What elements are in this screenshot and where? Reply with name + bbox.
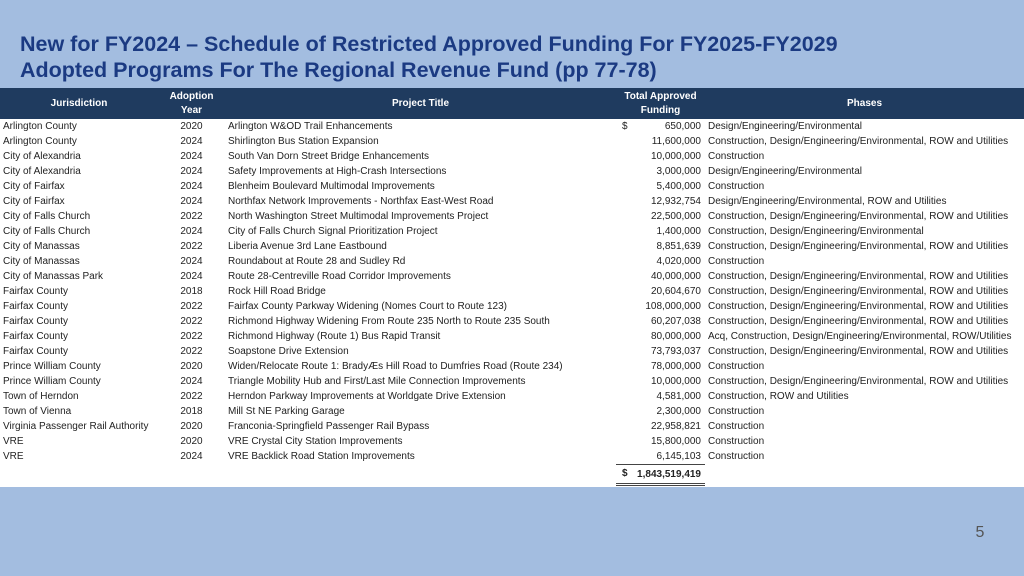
funding-cell [616,269,705,284]
header-adoption-year: Adoption Year [158,88,225,119]
funding-cell [616,149,705,164]
funding-cell [616,179,705,194]
funding-value: 2,300,000 [656,406,701,417]
funding-cell [616,299,705,314]
table-row [0,254,1024,269]
adoption-year-cell: 2022 [180,346,203,357]
funding-value: 12,932,754 [650,196,701,207]
project-title-cell: Widen/Relocate Route 1: BradyÆs Hill Road to Dumfries Road (Route 234) [228,361,563,372]
jurisdiction-cell: City of Manassas [3,256,80,267]
adoption-year-cell: 2020 [180,361,203,372]
funding-value: 20,604,670 [650,286,701,297]
total-spacer-cell [225,465,616,485]
adoption-year-cell: 2024 [180,226,203,237]
adoption-year-cell: 2022 [180,391,203,402]
jurisdiction-cell: VRE [3,436,24,447]
project-title-cell: Liberia Avenue 3rd Lane Eastbound [228,241,387,252]
slide-title [20,31,980,83]
jurisdiction-cell: Fairfax County [3,301,69,312]
adoption-year-cell: 2024 [180,271,203,282]
phases-cell: Construction [708,406,765,417]
jurisdiction-cell: Fairfax County [3,346,69,357]
adoption-year-cell: 2024 [180,166,203,177]
phases-cell: Construction, Design/Engineering/Environmental, ROW and Utilities [708,346,1009,357]
table-row [0,344,1024,359]
phases-cell: Construction [708,436,765,447]
header-phases: Phases [705,88,1024,119]
adoption-year-cell: 2022 [180,211,203,222]
funding-value: 22,500,000 [650,211,701,222]
table-row [0,269,1024,284]
adoption-year-cell: 2024 [180,151,203,162]
funding-value: 650,000 [664,121,701,132]
table-row [0,209,1024,224]
funding-value: 6,145,103 [656,451,701,462]
project-title-cell: Franconia-Springfield Passenger Rail Bypass [228,421,430,432]
phases-cell: Acq, Construction, Design/Engineering/Environmental, ROW/Utilities [708,331,1012,342]
funding-cell [616,164,705,179]
funding-cell [616,359,705,374]
jurisdiction-cell: City of Manassas Park [3,271,104,282]
jurisdiction-cell: City of Alexandria [3,151,81,162]
phases-cell: Construction [708,151,765,162]
table-row [0,224,1024,239]
funding-value: 60,207,038 [650,316,701,327]
table-row [0,449,1024,465]
funding-cell [616,329,705,344]
table-row [0,299,1024,314]
phases-cell: Construction, Design/Engineering/Environmental, ROW and Utilities [708,271,1009,282]
total-spacer-cell [705,465,1024,485]
funding-table [0,88,1024,486]
jurisdiction-cell: Fairfax County [3,286,69,297]
funding-value: 73,793,037 [650,346,701,357]
phases-cell: Construction [708,451,765,463]
funding-value: 10,000,000 [650,151,701,162]
phases-cell: Construction [708,361,765,372]
jurisdiction-cell: City of Falls Church [3,226,91,237]
adoption-year-cell: 2018 [180,406,203,417]
funding-cell [616,449,705,465]
project-title-cell: Arlington W&OD Trail Enhancements [228,121,393,132]
jurisdiction-cell: Fairfax County [3,316,69,327]
funding-cell [616,239,705,254]
total-currency-symbol: $ [622,468,628,479]
phases-cell: Design/Engineering/Environmental, ROW and Utilities [708,196,947,207]
funding-cell [616,419,705,434]
phases-cell: Construction, Design/Engineering/Environmental, ROW and Utilities [708,241,1009,252]
project-title-cell: Mill St NE Parking Garage [228,406,345,417]
total-funding-value: 1,843,519,419 [637,468,701,480]
project-title-cell: Richmond Highway (Route 1) Bus Rapid Transit [228,331,441,342]
adoption-year-cell: 2024 [180,256,203,267]
project-title-cell: Triangle Mobility Hub and First/Last Mile Connection Improvements [228,376,526,387]
table-row [0,149,1024,164]
project-title-cell: Roundabout at Route 28 and Sudley Rd [228,256,406,267]
funding-value: 40,000,000 [650,271,701,282]
funding-cell [616,194,705,209]
phases-cell: Construction [708,256,765,267]
funding-value: 4,020,000 [656,256,701,267]
jurisdiction-cell: City of Alexandria [3,166,81,177]
phases-cell: Design/Engineering/Environmental [708,121,862,132]
table-row [0,284,1024,299]
project-title-cell: VRE Crystal City Station Improvements [228,436,403,447]
jurisdiction-cell: Virginia Passenger Rail Authority [3,421,149,432]
table-row [0,194,1024,209]
funding-value: 78,000,000 [650,361,701,372]
project-title-cell: Northfax Network Improvements - Northfax East-West Road [228,196,494,207]
phases-cell: Construction, Design/Engineering/Environmental, ROW and Utilities [708,301,1009,312]
adoption-year-cell: 2022 [180,241,203,252]
jurisdiction-cell: Arlington County [3,136,77,147]
funding-cell [616,119,705,134]
total-spacer-cell [158,465,225,485]
table-row [0,314,1024,329]
project-title-cell: Shirlington Bus Station Expansion [228,136,379,147]
jurisdiction-cell: Prince William County [3,376,101,387]
adoption-year-cell: 2022 [180,331,203,342]
phases-cell: Construction, Design/Engineering/Environmental, ROW and Utilities [708,286,1009,297]
funding-cell [616,224,705,239]
project-title-cell: Safety Improvements at High-Crash Intersections [228,166,447,177]
total-spacer-cell [0,465,158,485]
jurisdiction-cell: City of Manassas [3,241,80,252]
jurisdiction-cell: Town of Vienna [3,406,72,417]
phases-cell: Construction, Design/Engineering/Environmental, ROW and Utilities [708,211,1009,222]
jurisdiction-cell: City of Fairfax [3,196,65,207]
jurisdiction-cell: Town of Herndon [3,391,79,402]
slide-title-line-1: New for FY2024 – Schedule of Restricted Approved Funding For FY2025-FY2029 [20,32,838,56]
table-row [0,434,1024,449]
phases-cell: Design/Engineering/Environmental [708,166,862,177]
project-title-cell: VRE Backlick Road Station Improvements [228,451,415,463]
table-row [0,359,1024,374]
slide-title-line-2: Adopted Programs For The Regional Revenue Fund (pp 77-78) [20,58,657,82]
jurisdiction-cell: Prince William County [3,361,101,372]
jurisdiction-cell: Arlington County [3,121,77,132]
phases-cell: Construction, Design/Engineering/Environmental, ROW and Utilities [708,376,1009,387]
phases-cell: Construction, ROW and Utilities [708,391,849,402]
adoption-year-cell: 2022 [180,316,203,327]
table-row [0,134,1024,149]
phases-cell: Construction, Design/Engineering/Environmental, ROW and Utilities [708,316,1009,327]
table-row [0,119,1024,134]
table-row [0,164,1024,179]
project-title-cell: Richmond Highway Widening From Route 235 North to Route 235 South [228,316,550,327]
funding-value: 15,800,000 [650,436,701,447]
funding-cell [616,209,705,224]
funding-cell [616,404,705,419]
table-row [0,404,1024,419]
project-title-cell: Route 28-Centreville Road Corridor Improvements [228,271,451,282]
funding-table-sheet [0,88,1024,487]
page-number: 5 [975,524,985,541]
funding-value: 3,000,000 [656,166,701,177]
jurisdiction-cell: VRE [3,451,24,463]
table-row [0,389,1024,404]
jurisdiction-cell: Fairfax County [3,331,69,342]
table-row [0,239,1024,254]
funding-cell [616,284,705,299]
project-title-cell: North Washington Street Multimodal Improvements Project [228,211,489,222]
adoption-year-cell: 2024 [180,451,203,463]
funding-value: 5,400,000 [656,181,701,192]
phases-cell: Construction, Design/Engineering/Environmental [708,226,924,237]
table-row [0,374,1024,389]
adoption-year-cell: 2018 [180,286,203,297]
header-jurisdiction: Jurisdiction [0,88,158,119]
phases-cell: Construction [708,181,765,192]
project-title-cell: Rock Hill Road Bridge [228,286,326,297]
funding-value: 1,400,000 [656,226,701,237]
project-title-cell: Soapstone Drive Extension [228,346,349,357]
funding-value: 10,000,000 [650,376,701,387]
adoption-year-cell: 2020 [180,421,203,432]
phases-cell: Construction, Design/Engineering/Environmental, ROW and Utilities [708,136,1009,147]
funding-cell [616,134,705,149]
adoption-year-cell: 2022 [180,301,203,312]
total-row [0,465,1024,485]
table-row [0,419,1024,434]
funding-value: 11,600,000 [651,136,701,147]
funding-cell [616,434,705,449]
funding-value: 22,958,821 [650,421,701,432]
phases-cell: Construction [708,421,765,432]
project-title-cell: Herndon Parkway Improvements at Worldgate Drive Extension [228,391,506,402]
funding-cell [616,344,705,359]
table-body [0,119,1024,485]
jurisdiction-cell: City of Fairfax [3,181,65,192]
project-title-cell: Blenheim Boulevard Multimodal Improvements [228,181,435,192]
currency-symbol: $ [622,121,628,132]
funding-value: 80,000,000 [650,331,701,342]
adoption-year-cell: 2020 [180,121,203,132]
table-row [0,329,1024,344]
adoption-year-cell: 2024 [180,136,203,147]
adoption-year-cell: 2020 [180,436,203,447]
funding-cell [616,374,705,389]
adoption-year-cell: 2024 [180,376,203,387]
header-total-funding: Total Approved Funding [616,88,705,119]
project-title-cell: Fairfax County Parkway Widening (Nomes Court to Route 123) [228,301,508,312]
total-funding-cell [616,465,705,485]
funding-cell [616,254,705,269]
funding-value: 108,000,000 [645,301,701,312]
project-title-cell: South Van Dorn Street Bridge Enhancements [228,151,430,162]
funding-cell [616,314,705,329]
project-title-cell: City of Falls Church Signal Prioritization Project [228,226,438,237]
funding-value: 8,851,639 [656,241,701,252]
adoption-year-cell: 2024 [180,196,203,207]
funding-value: 4,581,000 [656,391,701,402]
jurisdiction-cell: City of Falls Church [3,211,91,222]
table-header-row [0,88,1024,119]
header-project-title: Project Title [225,88,616,119]
table-row [0,179,1024,194]
adoption-year-cell: 2024 [180,181,203,192]
funding-cell [616,389,705,404]
